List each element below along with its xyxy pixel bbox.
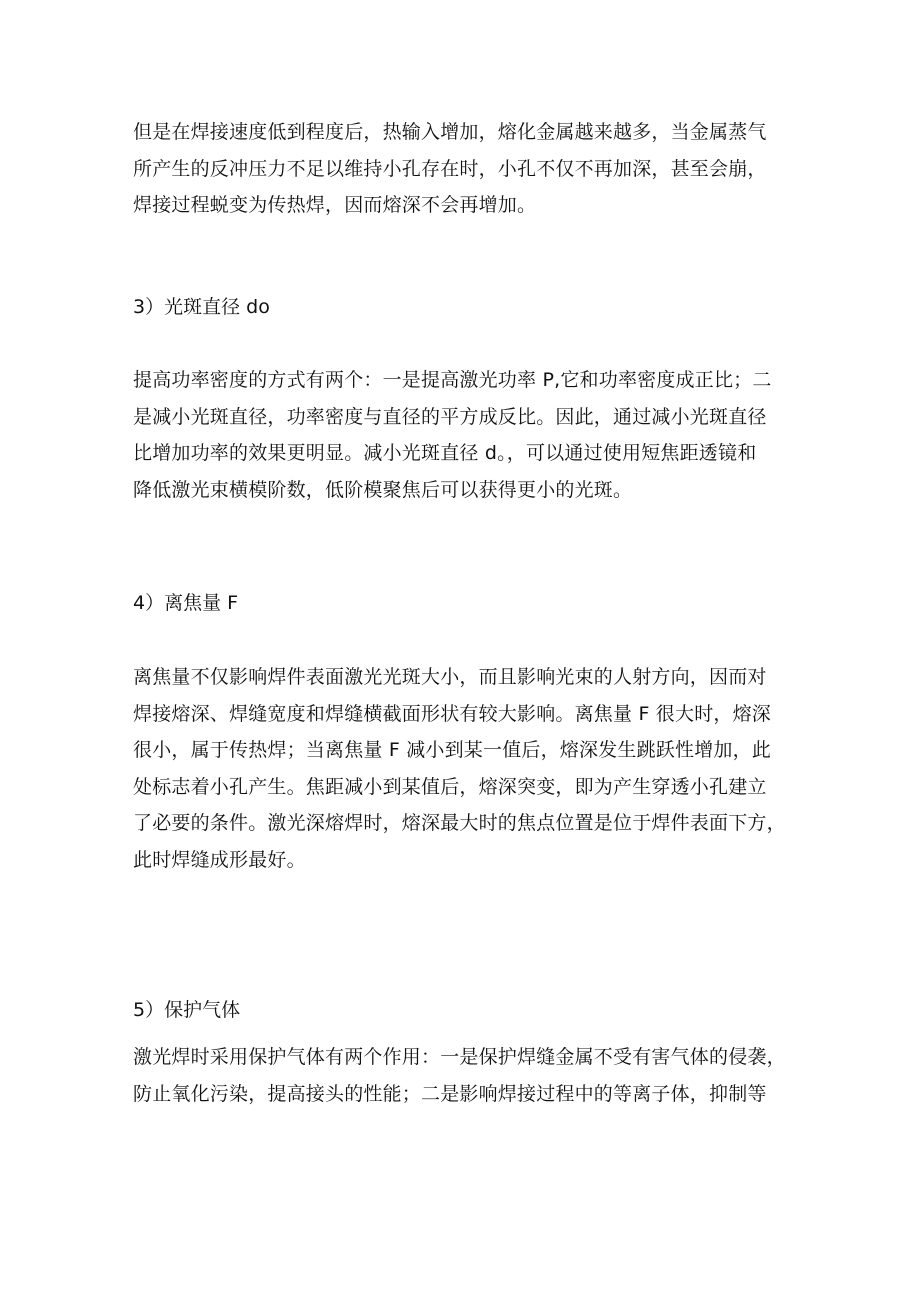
text-line: 此时焊缝成形最好。 bbox=[133, 848, 306, 871]
text-line: 防止氧化污染，提高接头的性能；二是影响焊接过程中的等离子体，抑制等 bbox=[133, 1082, 767, 1105]
text-line: 激光焊时采用保护气体有两个作用：一是保护焊缝金属不受有害气体的侵袭， bbox=[133, 1046, 786, 1068]
paragraph-power-density bbox=[133, 362, 798, 508]
text-line: 处标志着小孔产生。焦距减小到某值后，熔深突变，即为产生穿透小孔建立 bbox=[133, 775, 767, 798]
text-line: 所产生的反冲压力不足以维持小孔存在时，小孔不仅不再加深，甚至会崩， bbox=[133, 157, 767, 180]
text-line: 了必要的条件。激光深熔焊时，熔深最大时的焦点位置是位于焊件表面下方， bbox=[133, 812, 786, 834]
text-line: 但是在焊接速度低到程度后，热输入增加，熔化金属越来越多，当金属蒸气 bbox=[133, 121, 767, 143]
paragraph-defocus-effect bbox=[133, 659, 798, 878]
section-heading-defocus: 4）离焦量 F bbox=[133, 592, 239, 614]
text-line: 是减小光斑直径，功率密度与直径的平方成反比。因此，通过减小光斑直径 bbox=[133, 405, 767, 428]
paragraph-keyhole-collapse bbox=[133, 114, 798, 224]
text-line: 离焦量不仅影响焊件表面激光光斑大小，而且影响光束的人射方向，因而对 bbox=[133, 666, 767, 688]
text-line: 提高功率密度的方式有两个：一是提高激光功率 P,它和功率密度成正比；二 bbox=[133, 369, 772, 391]
text-line: 比增加功率的效果更明显。减小光斑直径 d。，可以通过使用短焦距透镜和 bbox=[133, 442, 757, 464]
text-line: 焊接过程蜕变为传热焊，因而熔深不会再增加。 bbox=[133, 194, 537, 216]
section-heading-shielding-gas: 5）保护气体 bbox=[133, 999, 241, 1021]
text-line: 焊接熔深、焊缝宽度和焊缝横截面形状有较大影响。离焦量 F 很大时，熔深 bbox=[133, 702, 772, 725]
text-line: 降低激光束横模阶数，低阶模聚焦后可以获得更小的光斑。 bbox=[133, 478, 633, 501]
text-line: 很小，属于传热焊；当离焦量 F 减小到某一值后，熔深发生跳跃性增加，此 bbox=[133, 739, 772, 761]
paragraph-shielding-gas bbox=[133, 1039, 798, 1112]
section-heading-spot-diameter: 3）光斑直径 do bbox=[133, 296, 270, 318]
